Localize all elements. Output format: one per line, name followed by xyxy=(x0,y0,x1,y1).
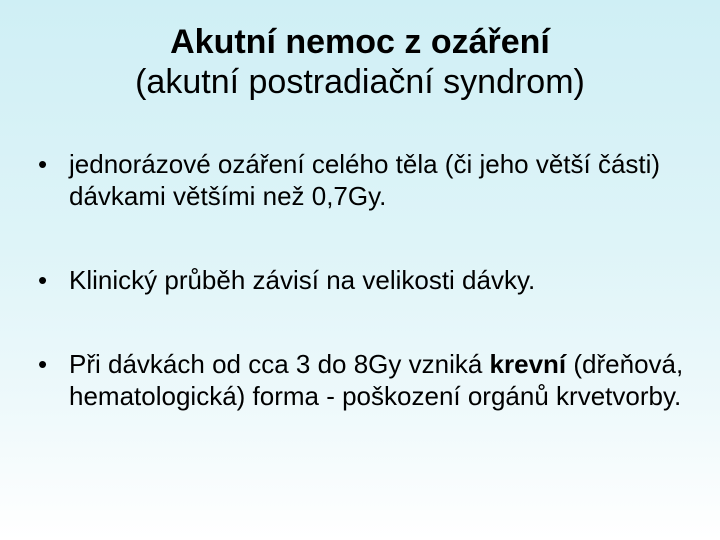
bullet-marker: • xyxy=(38,265,48,295)
bullet-text-emphasis: krevní xyxy=(489,349,567,379)
bullet-item-single-dose xyxy=(36,148,696,212)
bullet-marker: • xyxy=(38,149,48,179)
slide-title xyxy=(0,22,720,102)
title-subtitle: (akutní postradiační syndrom) xyxy=(135,63,585,101)
bullet-marker: • xyxy=(38,349,48,379)
bullet-text-prefix: Při dávkách od cca 3 do 8Gy vzniká xyxy=(69,349,490,379)
bullet-item-clinical-course xyxy=(36,264,696,296)
bullet-list xyxy=(36,148,696,412)
bullet-text: Klinický průběh závisí na velikosti dávky. xyxy=(69,265,536,295)
bullet-text: jednorázové ozáření celého těla (či jeho větší části) dávkami většími než 0,7Gy. xyxy=(69,149,661,211)
title-main: Akutní nemoc z ozáření xyxy=(170,23,550,61)
bullet-text-suffix: (dřeňová, hematologická) forma - poškození orgánů krvetvorby. xyxy=(69,349,684,411)
bullet-item-blood-form xyxy=(36,348,696,412)
